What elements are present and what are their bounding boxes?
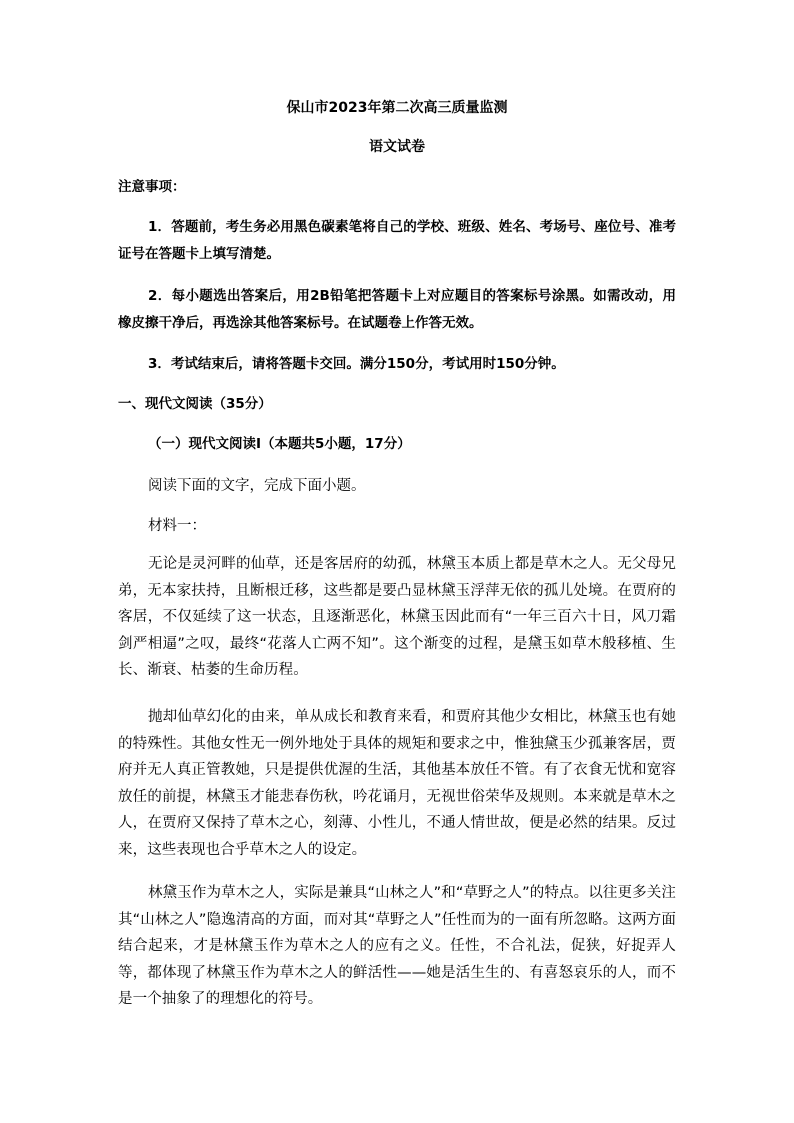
passage-paragraph-2: 抛却仙草幻化的由来，单从成长和教育来看，和贾府其他少女相比，林黛玉也有她的特殊性。其他女性无一例外地处于具体的规矩和要求之中，惟独黛玉少孤兼客居，贾府并无人真正管教她，只是提供优渥的生活，其他基本放任不管。有了衣食无忧和宽容放任的前提，林黛玉才能悲春伤秋，吟花诵月，无视世俗荣华及规则。本来就是草木之人，在贾府又保持了草木之心，刻薄、小性儿，不通人情世故，便是必然的结果。反过来，这些表现也合乎草木之人的设定。	[118, 709, 676, 858]
notice-item-1: 1．答题前，考生务必用黑色碳素笔将自己的学校、班级、姓名、考场号、座位号、准考证号在答题卡上填写清楚。	[118, 219, 676, 262]
reading-instruction: 阅读下面的文字，完成下面小题。	[148, 478, 366, 494]
exam-title: 保山市2023年第二次高三质量监测	[286, 100, 508, 116]
material-label: 材料一：	[148, 518, 206, 534]
passage-paragraph-3: 林黛玉作为草木之人，实际是兼具“山林之人”和“草野之人”的特点。以往更多关注其“山林之人”隐逸清高的方面，而对其“草野之人”任性而为的一面有所忽略。这两方面结合起来，才是林黛玉作为草木之人的应有之义。任性，不合礼法，促狭，好捉弄人等，都体现了林黛玉作为草木之人的鲜活性——她是活生生的、有喜怒哀乐的人，而不是一个抽象了的理想化的符号。	[118, 885, 676, 1007]
notice-item-3: 3．考试结束后，请将答题卡交回。满分150分，考试用时150分钟。	[148, 356, 565, 372]
exam-subtitle: 语文试卷	[369, 139, 425, 155]
notice-item-2: 2．每小题选出答案后，用2B铅笔把答题卡上对应题目的答案标号涂黑。如需改动，用橡皮擦干净后，再选涂其他答案标号。在试题卷上作答无效。	[118, 288, 676, 331]
notice-heading: 注意事项：	[118, 179, 186, 195]
section-heading: 一、现代文阅读（35分）	[118, 396, 272, 412]
subsection-heading: （一）现代文阅读Ⅰ（本题共5小题，17分）	[148, 436, 411, 452]
passage-paragraph-1: 无论是灵河畔的仙草，还是客居府的幼孤，林黛玉本质上都是草木之人。无父母兄弟，无本家扶持，且断根迁移，这些都是要凸显林黛玉浮萍无依的孤儿处境。在贾府的客居，不仅延续了这一状态，且逐渐恶化，林黛玉因此而有“一年三百六十日，风刀霜剑严相逼”之叹，最终“花落人亡两不知”。这个渐变的过程，是黛玉如草木般移植、生长、渐衰、枯萎的生命历程。	[118, 556, 676, 678]
